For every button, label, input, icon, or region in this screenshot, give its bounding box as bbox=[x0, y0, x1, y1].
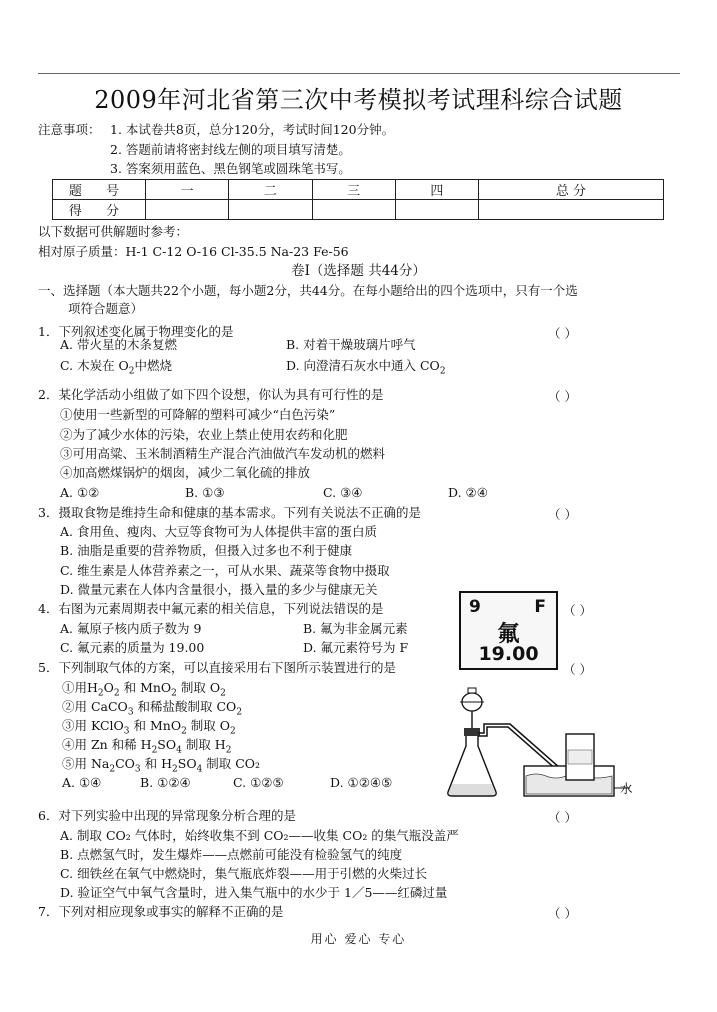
score-table-score-row bbox=[53, 200, 664, 220]
q2-option-d: D. ②④ bbox=[448, 485, 488, 500]
bottle-water bbox=[568, 750, 592, 764]
volume-title: 卷Ⅰ（选择题 共44分） bbox=[291, 263, 426, 279]
q5-item-4: ④用 Zn 和稀 $H_2SO_4$ 制取 $H_2$ bbox=[62, 737, 232, 756]
notice-item-2: 2. 答题前请将密封线左侧的项目填写清楚。 bbox=[110, 142, 351, 157]
q1-option-b: B. 对着干燥玻璃片呼气 bbox=[286, 337, 416, 352]
q3-option-a: A. 食用鱼、瘦肉、大豆等食物可为人体提供丰富的蛋白质 bbox=[60, 524, 377, 539]
reference-intro: 以下数据可供解题时参考： bbox=[38, 224, 189, 239]
q4-option-d: D. 氟元素符号为 F bbox=[303, 640, 409, 655]
fluorine-element-card bbox=[459, 591, 558, 670]
q3-stem: 3．摄取食物是维持生命和健康的基本需求。下列有关说法不正确的是 bbox=[38, 505, 421, 520]
q1-option-a: A. 带火星的木条复燃 bbox=[60, 337, 177, 352]
score-cell: 总 分 bbox=[479, 180, 664, 200]
score-cell: 三 bbox=[312, 180, 395, 200]
q5-item-3: ③用 KClO$_3$ 和 MnO$_2$ 制取 $O_2$ bbox=[62, 718, 236, 737]
header-rule bbox=[38, 73, 680, 74]
flask-stopper bbox=[464, 728, 480, 736]
q6-option-d: D. 验证空气中氧气含量时，进入集气瓶中的水少于 1／5——红磷过量 bbox=[60, 885, 448, 900]
flask-liquid bbox=[449, 784, 495, 795]
atomic-number: 9 bbox=[469, 597, 481, 617]
q7-answer-blank[interactable]: （ ） bbox=[548, 906, 577, 921]
q5-stem: 5．下列制取气体的方案，可以直接采用右下图所示装置进行的是 bbox=[38, 660, 396, 675]
q6-option-a: A. 制取 CO₂ 气体时，始终收集不到 CO₂——收集 CO₂ 的集气瓶没盖严 bbox=[60, 828, 459, 843]
q5-option-a: A. ①④ bbox=[62, 775, 102, 790]
q5-item-5: ⑤用 $Na_2CO_3$ 和 $H_2SO_4$ 制取 CO₂ bbox=[62, 756, 261, 775]
score-cell: 四 bbox=[395, 180, 478, 200]
q2-answer-blank[interactable]: （ ） bbox=[548, 389, 577, 404]
notice-label: 注意事项： bbox=[38, 122, 101, 137]
q3-option-d: D. 微量元素在人体内含量很小，摄入量的多少与健康无关 bbox=[60, 582, 378, 597]
q3-answer-blank[interactable]: （ ） bbox=[548, 507, 577, 522]
q4-option-a: A. 氟原子核内质子数为 9 bbox=[60, 621, 202, 636]
score-input-cell[interactable] bbox=[479, 200, 664, 220]
gas-apparatus-diagram bbox=[440, 684, 640, 804]
q6-option-b: B. 点燃氢气时，发生爆炸——点燃前可能没有检验氢气的纯度 bbox=[60, 847, 403, 862]
q2-item-2: ②为了减少水体的污染，农业上禁止使用农药和化肥 bbox=[60, 427, 348, 442]
q6-stem: 6．对下列实验中出现的异常现象分析合理的是 bbox=[38, 808, 296, 823]
q2-stem: 2．某化学活动小组做了如下四个设想，你认为具有可行性的是 bbox=[38, 387, 384, 402]
score-cell: 一 bbox=[146, 180, 229, 200]
notice-item-3: 3. 答案须用蓝色、黑色钢笔或圆珠笔书写。 bbox=[110, 161, 351, 176]
q5-option-c: C. ①②⑤ bbox=[233, 775, 284, 790]
q5-item-1: ①用$H_2O_2$ 和 MnO$_2$ 制取 $O_2$ bbox=[62, 680, 226, 699]
q4-stem: 4．右图为元素周期表中氟元素的相关信息，下列说法错误的是 bbox=[38, 601, 384, 616]
score-input-cell[interactable] bbox=[229, 200, 312, 220]
score-input-cell[interactable] bbox=[395, 200, 478, 220]
page-footer: 用心 爱心 专心 bbox=[310, 932, 407, 946]
score-table bbox=[52, 179, 664, 220]
notice-item-1: 1. 本试卷共8页，总分120分，考试时间120分钟。 bbox=[110, 122, 395, 137]
q1-stem: 1．下列叙述变化属于物理变化的是 bbox=[38, 324, 234, 339]
q7-stem: 7．下列对相应现象或事实的解释不正确的是 bbox=[38, 904, 284, 919]
section-instructions-line1: 一、选择题（本大题共22个小题，每小题2分，共44分。在每小题给出的四个选项中，只有一个选 bbox=[38, 283, 578, 298]
reference-masses: 相对原子质量：H-1 C-12 O-16 Cl-35.5 Na-23 Fe-56 bbox=[38, 244, 349, 259]
element-symbol: F bbox=[534, 597, 546, 617]
q2-item-1: ①使用一些新型的可降解的塑料可减少“白色污染” bbox=[60, 407, 336, 422]
q5-item-2: ②用 CaCO$_3$ 和稀盐酸制取 $CO_2$ bbox=[62, 699, 243, 718]
q2-item-4: ④加高燃煤锅炉的烟囱，减少二氧化硫的排放 bbox=[60, 465, 311, 480]
q3-option-c: C. 维生素是人体营养素之一，可从水果、蔬菜等食物中摄取 bbox=[60, 563, 390, 578]
q1-option-d: D. 向澄清石灰水中通入 $CO_2$ bbox=[286, 358, 446, 377]
q5-answer-blank[interactable]: （ ） bbox=[563, 662, 592, 677]
q1-answer-blank[interactable]: （ ） bbox=[548, 326, 577, 341]
q2-option-b: B. ①③ bbox=[185, 485, 225, 500]
funnel-stopper bbox=[468, 688, 476, 693]
score-table-header-row bbox=[53, 180, 664, 200]
page-title: 2009年河北省第三次中考模拟考试理科综合试题 bbox=[94, 86, 623, 114]
q5-option-b: B. ①②④ bbox=[140, 775, 191, 790]
q4-answer-blank[interactable]: （ ） bbox=[563, 603, 592, 618]
score-input-cell[interactable] bbox=[146, 200, 229, 220]
delivery-tube-inner bbox=[478, 727, 558, 771]
q6-option-c: C. 细铁丝在氧气中燃烧时，集气瓶底炸裂——用于引燃的火柴过长 bbox=[60, 866, 428, 881]
q4-option-c: C. 氟元素的质量为 19.00 bbox=[60, 640, 205, 655]
q5-option-d: D. ①②④⑤ bbox=[330, 775, 393, 790]
q1-option-c: C. 木炭在 $O_2$中燃烧 bbox=[60, 358, 173, 377]
q3-option-b: B. 油脂是重要的营养物质，但摄入过多也不利于健康 bbox=[60, 543, 353, 558]
water-label: 水 bbox=[620, 781, 633, 796]
q4-option-b: B. 氟为非金属元素 bbox=[303, 621, 408, 636]
score-input-cell[interactable] bbox=[312, 200, 395, 220]
score-cell: 题 号 bbox=[53, 180, 146, 200]
element-name: 氟 bbox=[497, 621, 520, 647]
q2-option-c: C. ③④ bbox=[323, 485, 363, 500]
score-cell: 二 bbox=[229, 180, 312, 200]
section-instructions-line2: 项符合题意） bbox=[68, 301, 144, 316]
atomic-mass: 19.00 bbox=[478, 643, 539, 665]
score-cell: 得 分 bbox=[53, 200, 146, 220]
q2-item-3: ③可用高粱、玉米制酒精生产混合汽油做汽车发动机的燃料 bbox=[60, 446, 386, 461]
q2-option-a: A. ①② bbox=[60, 485, 100, 500]
q6-answer-blank[interactable]: （ ） bbox=[548, 810, 577, 825]
